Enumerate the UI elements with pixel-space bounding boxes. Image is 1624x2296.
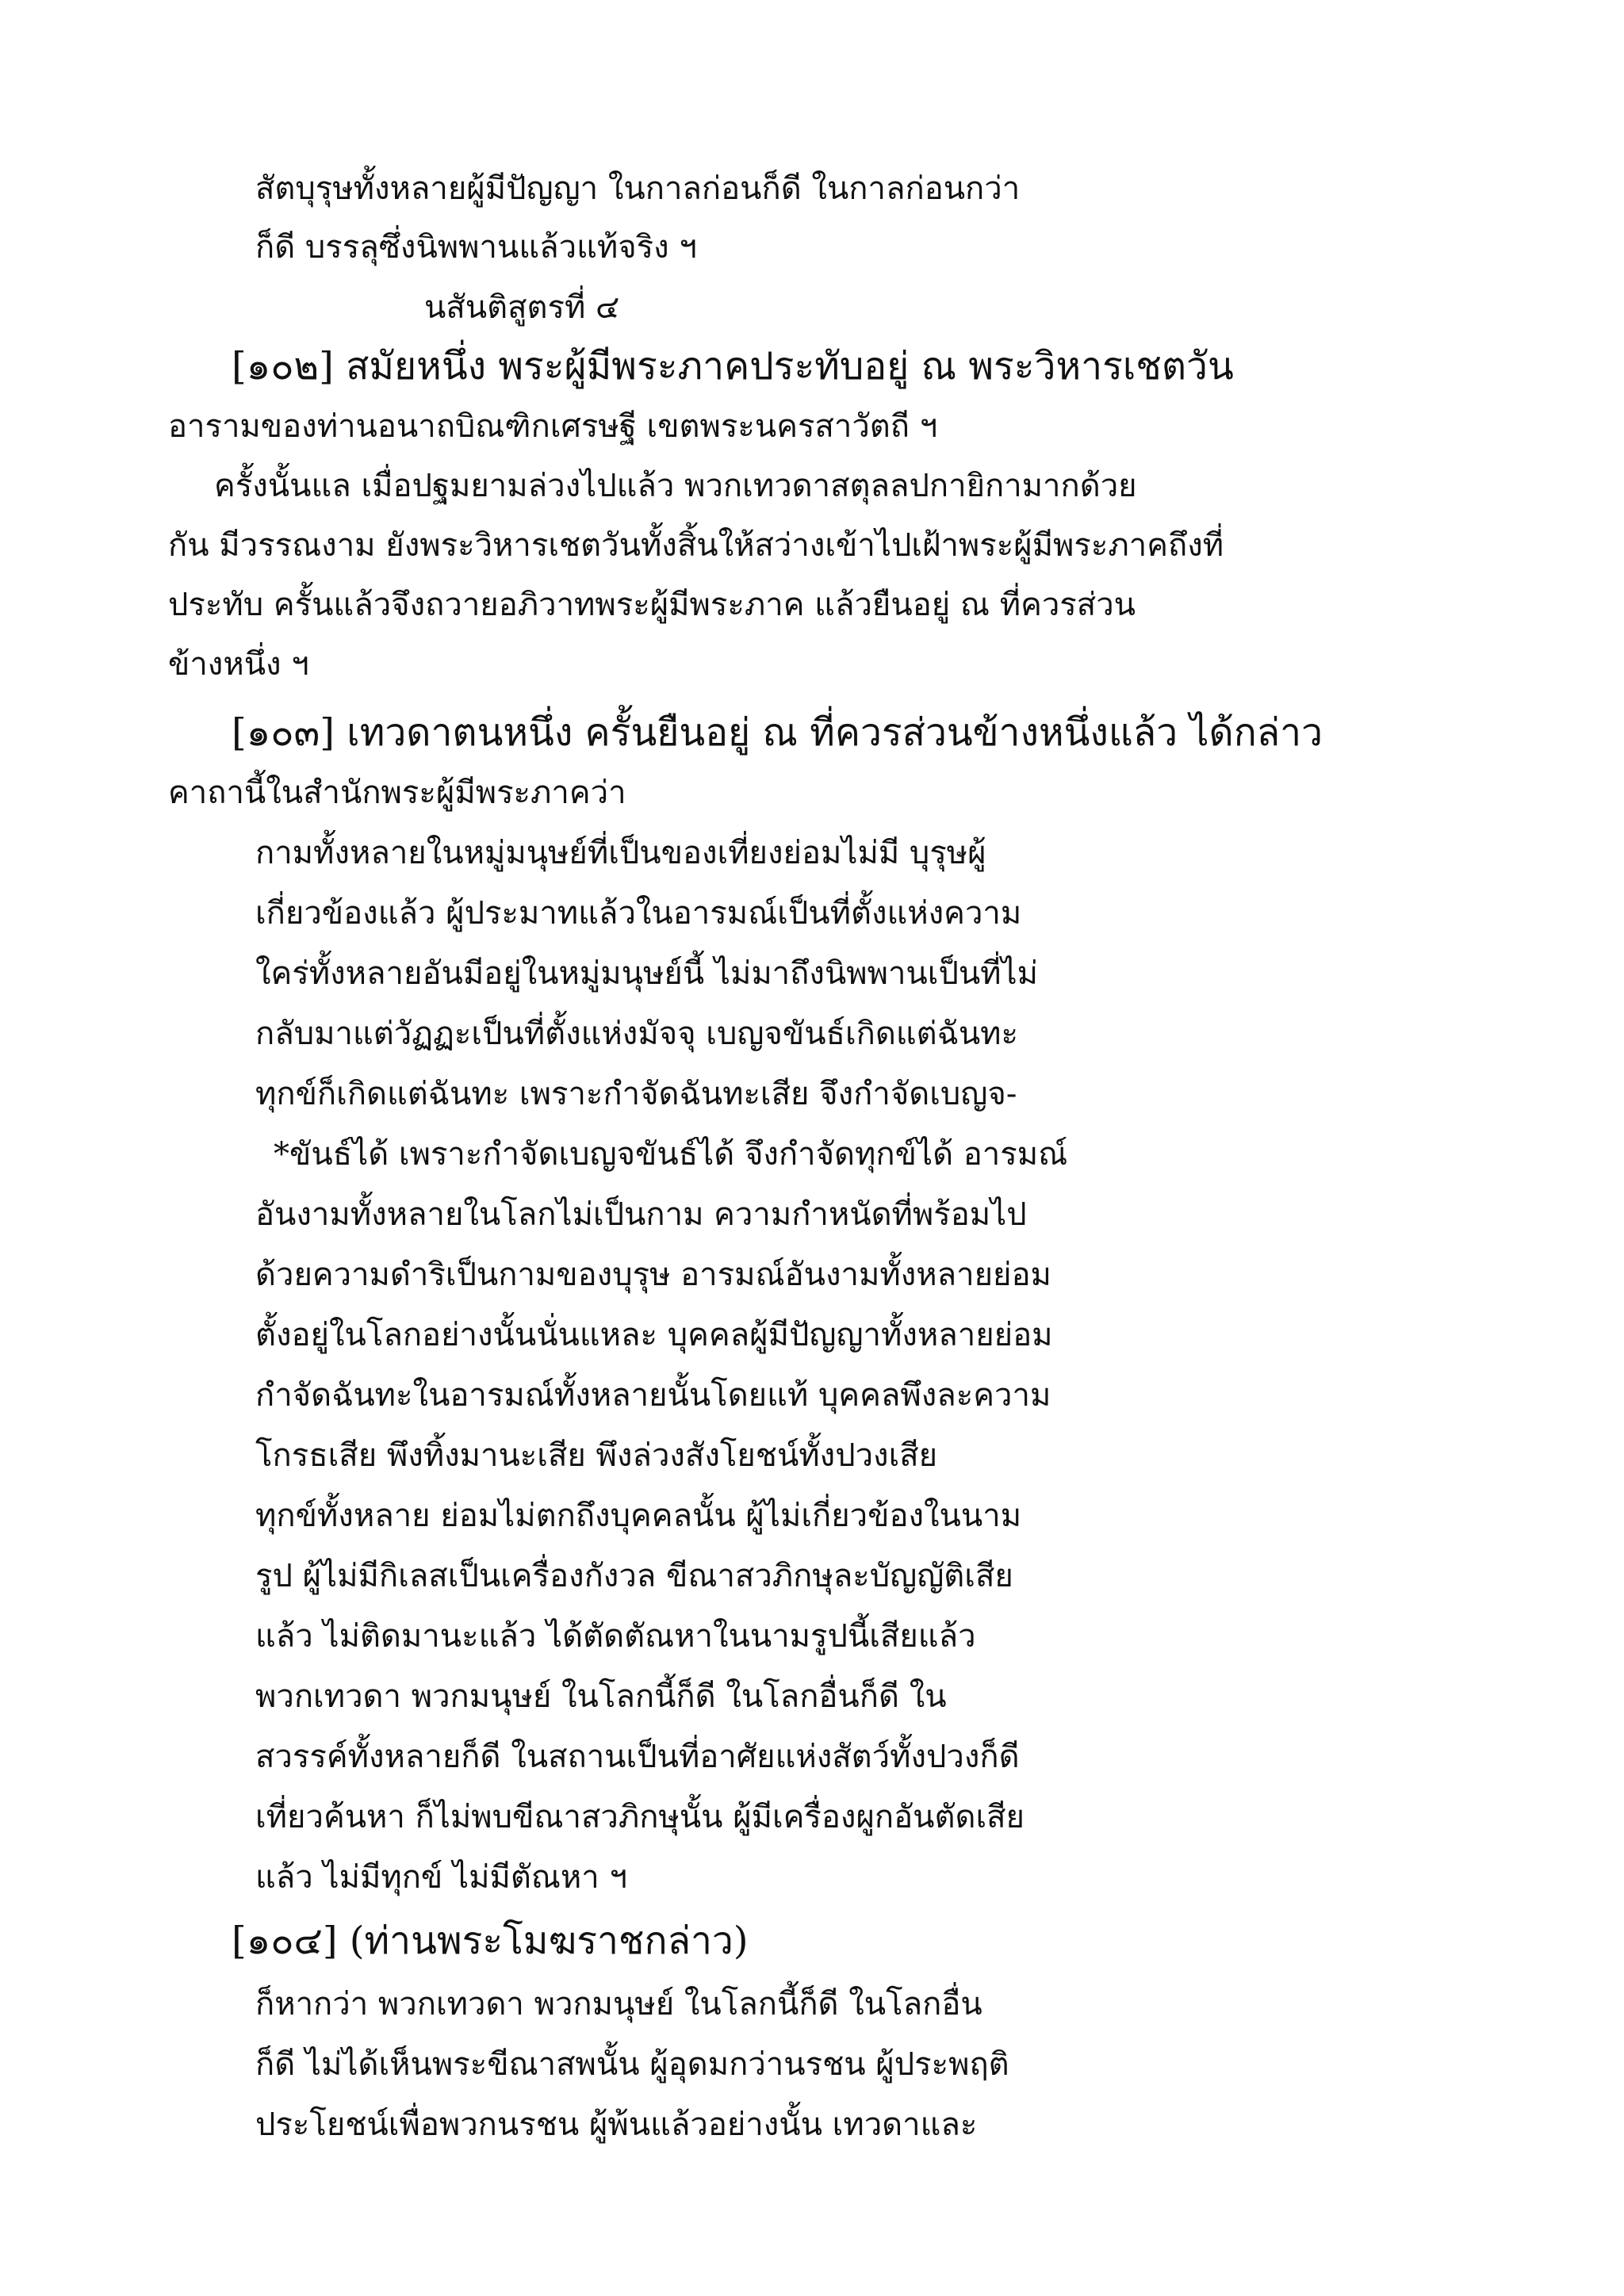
text-line: คาถานี้ในสำนักพระผู้มีพระภาคว่า — [168, 775, 626, 811]
verse-line: ด้วยความดำริเป็นกามของบุรุษ อารมณ์อันงามทั้งหลายย่อม — [255, 1257, 1051, 1293]
verse-line: ประโยชน์เพื่อพวกนรชน ผู้พ้นแล้วอย่างนั้น เทวดาและ — [255, 2107, 978, 2143]
verse-line: ทุกข์ก็เกิดแต่ฉันทะ เพราะกำจัดฉันทะเสีย จึงกำจัดเบญจ- — [255, 1076, 1017, 1112]
paragraph-line: [๑๐๒] สมัยหนึ่ง พระผู้มีพระภาคประทับอยู่ ณ พระวิหารเชตวัน — [232, 344, 1234, 388]
text-line: อารามของท่านอนาถบิณฑิกเศรษฐี เขตพระนครสาวัตถี ฯ — [168, 408, 938, 445]
verse-line: แล้ว ไม่มีทุกข์ ไม่มีตัณหา ฯ — [255, 1859, 627, 1896]
verse-line: กลับมาแต่วัฏฏะเป็นที่ตั้งแห่งมัจจุ เบญจขันธ์เกิดแต่ฉันทะ — [255, 1016, 1019, 1052]
paragraph-line: ครั้งนั้นแล เมื่อปฐมยามล่วงไปแล้ว พวกเทวดาสตุลลปกายิกามากด้วย — [214, 468, 1137, 504]
verse-line: เกี่ยวข้องแล้ว ผู้ประมาทแล้วในอารมณ์เป็นที่ตั้งแห่งความ — [255, 895, 1022, 932]
verse-line: อันงามทั้งหลายในโลกไม่เป็นกาม ความกำหนัดที่พร้อมไป — [255, 1196, 1027, 1233]
section-title: นสันติสูตรที่ ๔ — [424, 289, 620, 326]
verse-line: *ขันธ์ได้ เพราะกำจัดเบญจขันธ์ได้ จึงกำจัดทุกข์ได้ อารมณ์ — [274, 1136, 1068, 1173]
paragraph-line: [๑๐๔] (ท่านพระโมฆราชกล่าว) — [232, 1919, 749, 1963]
verse-line: แล้ว ไม่ติดมานะแล้ว ได้ตัดตัณหาในนามรูปนี้เสียแล้ว — [255, 1618, 976, 1655]
verse-line: กามทั้งหลายในหมู่มนุษย์ที่เป็นของเที่ยงย่อมไม่มี บุรุษผู้ — [255, 835, 986, 871]
verse-line: โกรธเสีย พึงทิ้งมานะเสีย พึงล่วงสังโยชน์ทั้งปวงเสีย — [255, 1437, 938, 1474]
paragraph-line: [๑๐๓] เทวดาตนหนึ่ง ครั้นยืนอยู่ ณ ที่ควรส่วนข้างหนึ่งแล้ว ได้กล่าว — [232, 710, 1323, 755]
text-line: สัตบุรุษทั้งหลายผู้มีปัญญา ในกาลก่อนก็ดี ในกาลก่อนกว่า — [255, 170, 1021, 207]
text-line: ข้างหนึ่ง ฯ — [168, 646, 309, 683]
verse-line: กำจัดฉันทะในอารมณ์ทั้งหลายนั้นโดยแท้ บุคคลพึงละความ — [255, 1377, 1051, 1414]
verse-line: รูป ผู้ไม่มีกิเลสเป็นเครื่องกังวล ขีณาสวภิกษุละบัญญัติเสีย — [255, 1558, 1013, 1594]
verse-line: ตั้งอยู่ในโลกอย่างนั้นนั่นแหละ บุคคลผู้มีปัญญาทั้งหลายย่อม — [255, 1317, 1053, 1353]
verse-line: สวรรค์ทั้งหลายก็ดี ในสถานเป็นที่อาศัยแห่งสัตว์ทั้งปวงก็ดี — [255, 1739, 1020, 1775]
text-line: กัน มีวรรณงาม ยังพระวิหารเชตวันทั้งสิ้นให้สว่างเข้าไปเฝ้าพระผู้มีพระภาคถึงที่ — [168, 527, 1224, 564]
text-line: ก็ดี บรรลุซึ่งนิพพานแล้วแท้จริง ฯ — [255, 229, 697, 266]
verse-line: ก็หากว่า พวกเทวดา พวกมนุษย์ ในโลกนี้ก็ดี ในโลกอื่น — [255, 1986, 982, 2022]
text-line: ประทับ ครั้นแล้วจึงถวายอภิวาทพระผู้มีพระภาค แล้วยืนอยู่ ณ ที่ควรส่วน — [168, 587, 1136, 623]
verse-line: ก็ดี ไม่ได้เห็นพระขีณาสพนั้น ผู้อุดมกว่านรชน ผู้ประพฤติ — [255, 2046, 1009, 2083]
verse-line: พวกเทวดา พวกมนุษย์ ในโลกนี้ก็ดี ในโลกอื่นก็ดี ใน — [255, 1678, 947, 1715]
verse-line: เที่ยวค้นหา ก็ไม่พบขีณาสวภิกษุนั้น ผู้มีเครื่องผูกอันตัดเสีย — [255, 1799, 1025, 1835]
verse-line: ใคร่ทั้งหลายอันมีอยู่ในหมู่มนุษย์นี้ ไม่มาถึงนิพพานเป็นที่ไม่ — [255, 955, 1039, 992]
verse-line: ทุกข์ทั้งหลาย ย่อมไม่ตกถึงบุคคลนั้น ผู้ไม่เกี่ยวข้องในนาม — [255, 1498, 1022, 1534]
